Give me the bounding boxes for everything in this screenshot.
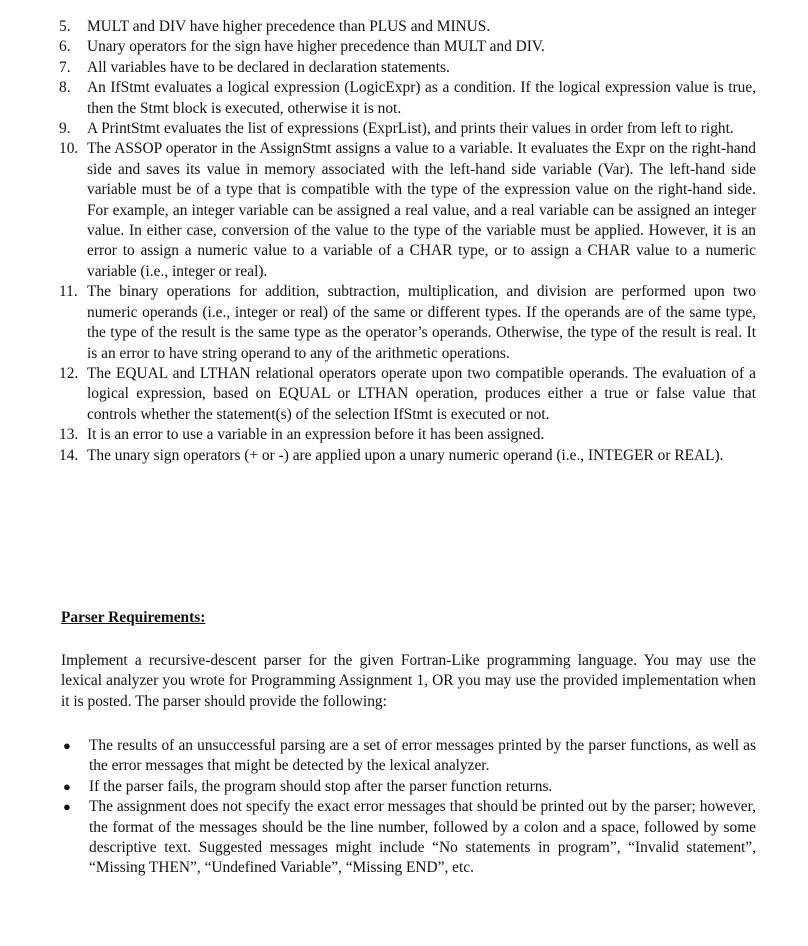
item-text: A PrintStmt evaluates the list of expressions (ExprList), and prints their values in order from left to right. <box>87 120 734 138</box>
item-number: 7. <box>59 58 71 76</box>
list-item <box>59 364 756 425</box>
list-item <box>59 58 756 78</box>
list-item <box>59 282 756 364</box>
item-number: 9. <box>59 120 71 138</box>
list-item <box>61 797 756 879</box>
item-number: 10. <box>59 140 79 158</box>
item-number: 11. <box>59 283 78 301</box>
bullet-text: The assignment does not specify the exact error messages that should be printed out by the parser; however, the format of the messages should be the line number, followed by a colon and a space, followed by some descriptive text. Suggested messages might include “No statements in program”, “Invalid statement”, “Missing THEN”, “Undefined Variable”, “Missing END”, etc. <box>89 798 756 877</box>
item-text: It is an error to use a variable in an expression before it has been assigned. <box>87 426 545 444</box>
list-item <box>59 37 756 57</box>
list-item <box>59 17 756 37</box>
bullet-icon: ● <box>63 799 71 815</box>
list-item <box>59 119 756 139</box>
section-heading: Parser Requirements: <box>61 609 206 626</box>
item-number: 8. <box>59 79 71 97</box>
requirements-list <box>61 736 756 879</box>
item-number: 5. <box>59 18 71 35</box>
list-item <box>59 446 756 466</box>
bullet-text: The results of an unsuccessful parsing are a set of error messages printed by the parser functions, as well as the error messages that might be detected by the lexical analyzer. <box>89 737 756 775</box>
list-item <box>61 777 756 797</box>
item-number: 14. <box>59 446 79 464</box>
item-text: MULT and DIV have higher precedence than PLUS and MINUS. <box>87 18 491 35</box>
item-text: Unary operators for the sign have higher precedence than MULT and DIV. <box>87 38 545 56</box>
item-number: 12. <box>59 364 79 382</box>
item-text: The unary sign operators (+ or -) are applied upon a unary numeric operand (i.e., INTEGER or REAL). <box>87 446 724 464</box>
bullet-text: If the parser fails, the program should stop after the parser function returns. <box>89 777 553 795</box>
item-text: An IfStmt evaluates a logical expression (LogicExpr) as a condition. If the logical expression value is true, then the Stmt block is executed, otherwise it is not. <box>87 79 756 117</box>
item-text: The binary operations for addition, subtraction, multiplication, and division are performed upon two numeric operands (i.e., integer or real) of the same or different types. If the operands are of the same type, the type of the result is the same type as the operator’s operands. Otherwise, the type of the result is real. It is an error to have string operand to any of the arithmetic operations. <box>87 283 756 362</box>
item-number: 13. <box>59 426 79 444</box>
list-item <box>59 139 756 282</box>
semantic-rules-list <box>59 17 756 466</box>
list-item <box>59 425 756 445</box>
item-text: The ASSOP operator in the AssignStmt assigns a value to a variable. It evaluates the Expr on the right-hand side and saves its value in memory associated with the left-hand side variable (Var). The left-hand side variable must be of a type that is compatible with the type of the expression value on the right-hand side. For example, an integer variable can be assigned a real value, and a real variable can be assigned an integer value. In either case, conversion of the value to the type of the variable must be applied. However, it is an error to assign a numeric value to a variable of a CHAR type, or to assign a CHAR value to a numeric variable (i.e., integer or real). <box>87 140 756 280</box>
bullet-icon: ● <box>63 738 71 753</box>
item-number: 6. <box>59 38 71 56</box>
intro-paragraph: Implement a recursive-descent parser for the given Fortran-Like programming language. You may use the lexical analyzer you wrote for Programming Assignment 1, OR you may use the provided implementation when it is posted. The parser should provide the following: <box>61 652 756 710</box>
list-item <box>61 736 756 777</box>
list-item <box>59 78 756 119</box>
item-text: The EQUAL and LTHAN relational operators operate upon two compatible operands. The evaluation of a logical expression, based on EQUAL or LTHAN operation, produces either a true or false value that controls whether the statement(s) of the selection IfStmt is executed or not. <box>87 364 756 423</box>
bullet-icon: ● <box>63 778 71 794</box>
item-text: All variables have to be declared in declaration statements. <box>87 58 450 76</box>
